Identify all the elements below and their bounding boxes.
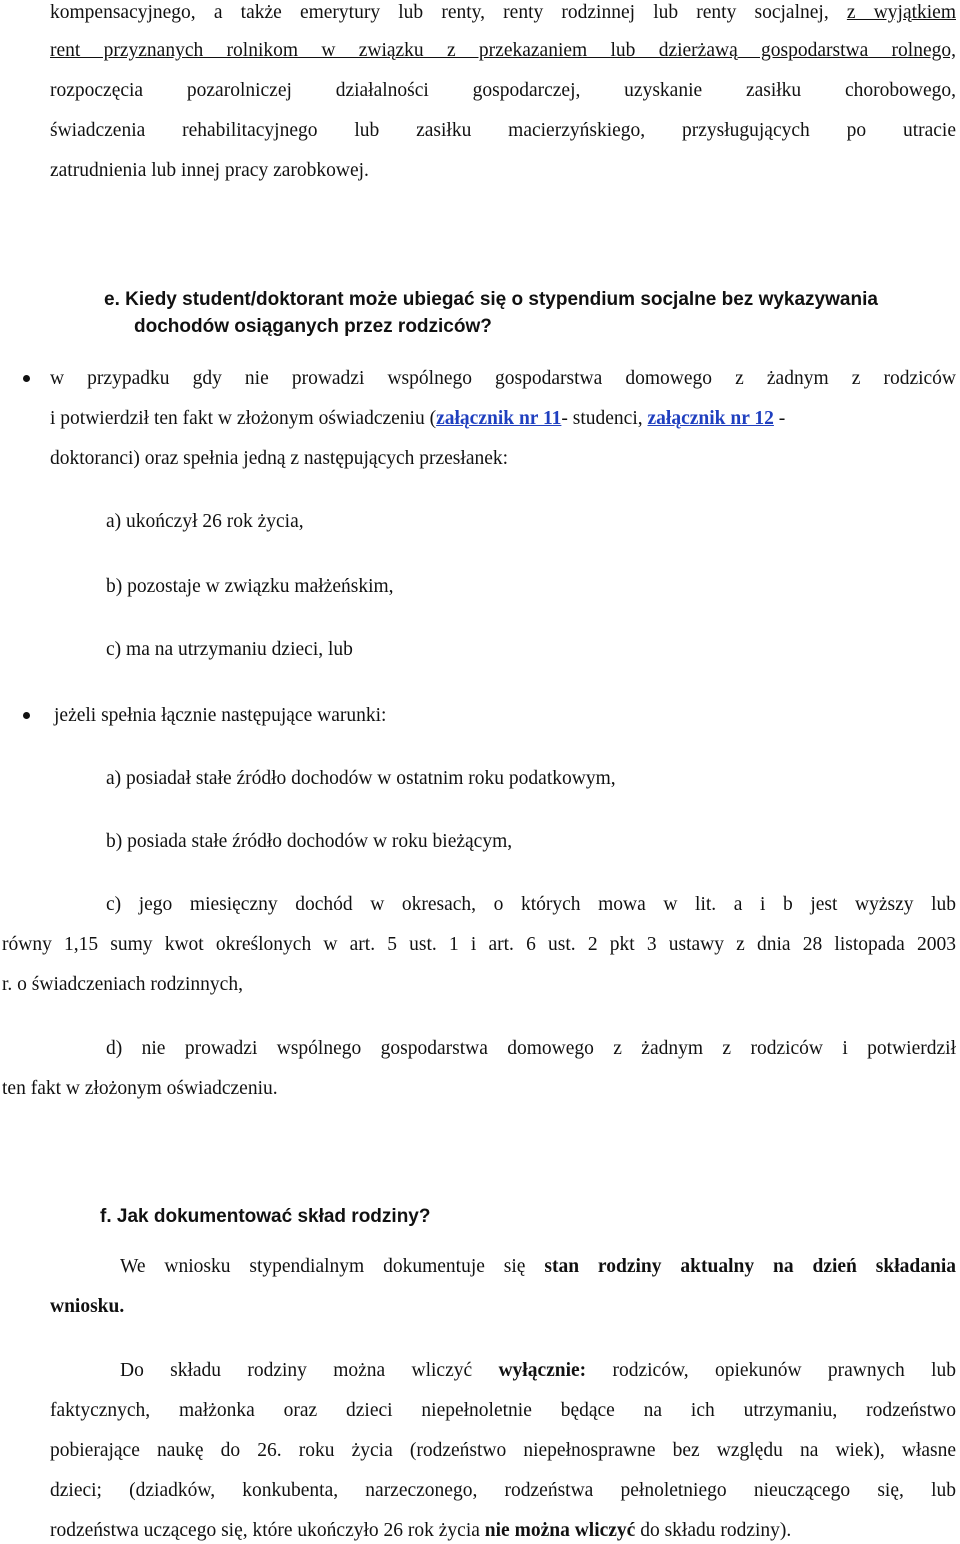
text-line (120, 1358, 956, 1384)
text-span: i potwierdził ten fakt w złożonym oświadczeniu ( (50, 408, 437, 429)
list-item: d) nie prowadzi wspólnego gospodarstwa domowego z żadnym z rodziców i potwierdził (106, 1038, 956, 1059)
section-heading: f. Jak dokumentować skład rodziny? (100, 1206, 431, 1227)
text-line: dzieci; (dziadków, konkubenta, narzeczonego, rodzeństwa pełnoletniego nieuczącego się, lub (50, 1480, 956, 1501)
bold-text: wyłącznie: (498, 1360, 587, 1381)
text-span: - studenci, (561, 408, 648, 429)
list-item: b) posiada stałe źródło dochodów w roku bieżącym, (106, 831, 513, 852)
text-span: - (773, 408, 786, 429)
text-line (50, 1518, 791, 1544)
section-heading: e. Kiedy student/doktorant może ubiegać się o stypendium socjalne bez wykazywania (104, 289, 878, 310)
bullet-icon (23, 375, 30, 382)
text-line: doktoranci) oraz spełnia jedną z następujących przesłanek: (50, 448, 509, 469)
text-line: równy 1,15 sumy kwot określonych w art. 5 ust. 1 i art. 6 ust. 2 pkt 3 ustawy z dnia 28 listopada 2003 (2, 934, 956, 955)
text-line (120, 1254, 956, 1280)
bold-text: stan rodziny aktualny na dzień składania (544, 1256, 956, 1277)
underlined-text: z wyjątkiem (846, 2, 957, 23)
text-span: Do składu rodziny można wliczyć (120, 1360, 499, 1381)
text-line (50, 0, 956, 26)
list-item: c) jego miesięczny dochód w okresach, o których mowa w lit. a i b jest wyższy lub (106, 894, 956, 915)
bullet-icon (23, 712, 30, 719)
list-item: c) ma na utrzymaniu dzieci, lub (106, 639, 353, 660)
text-span: rodziców, opiekunów prawnych lub (586, 1360, 957, 1381)
text-span: kompensacyjnego, a także emerytury lub renty, renty rodzinnej lub renty socjalnej, (50, 2, 829, 23)
text-line (50, 406, 956, 432)
text-line: zatrudnienia lub innej pracy zarobkowej. (50, 160, 369, 181)
list-item: a) ukończył 26 rok życia, (106, 511, 304, 532)
text-line: faktycznych, małżonka oraz dzieci niepełnoletnie będące na ich utrzymaniu, rodzeństwo (50, 1400, 956, 1421)
attachment-12-link[interactable]: załącznik nr 12 (647, 408, 774, 429)
bold-text-line: wniosku. (50, 1296, 125, 1317)
text-line: w przypadku gdy nie prowadzi wspólnego gospodarstwa domowego z żadnym z rodziców (50, 368, 956, 389)
section-heading-continuation: dochodów osiąganych przez rodziców? (134, 316, 492, 337)
text-line: r. o świadczeniach rodzinnych, (2, 974, 243, 995)
underlined-text-line: rent przyznanych rolnikom w związku z przekazaniem lub dzierżawą gospodarstwa rolnego, (50, 40, 956, 61)
list-item: b) pozostaje w związku małżeńskim, (106, 576, 394, 597)
text-line: ten fakt w złożonym oświadczeniu. (2, 1078, 278, 1099)
text-line: jeżeli spełnia łącznie następujące warunki: (54, 705, 387, 726)
text-line: świadczenia rehabilitacyjnego lub zasiłku macierzyńskiego, przysługujących po utracie (50, 120, 956, 141)
attachment-11-link[interactable]: załącznik nr 11 (436, 408, 562, 429)
text-span: do składu rodziny). (635, 1520, 792, 1541)
text-span: rodzeństwa uczącego się, które ukończyło 26 rok życia (50, 1520, 485, 1541)
text-line: rozpoczęcia pozarolniczej działalności gospodarczej, uzyskanie zasiłku chorobowego, (50, 80, 956, 101)
text-line: pobierające naukę do 26. roku życia (rodzeństwo niepełnosprawne bez względu na wiek), własne (50, 1440, 956, 1461)
bold-text: nie można wliczyć (484, 1520, 636, 1541)
text-span: We wniosku stypendialnym dokumentuje się (120, 1256, 545, 1277)
list-item: a) posiadał stałe źródło dochodów w ostatnim roku podatkowym, (106, 768, 616, 789)
